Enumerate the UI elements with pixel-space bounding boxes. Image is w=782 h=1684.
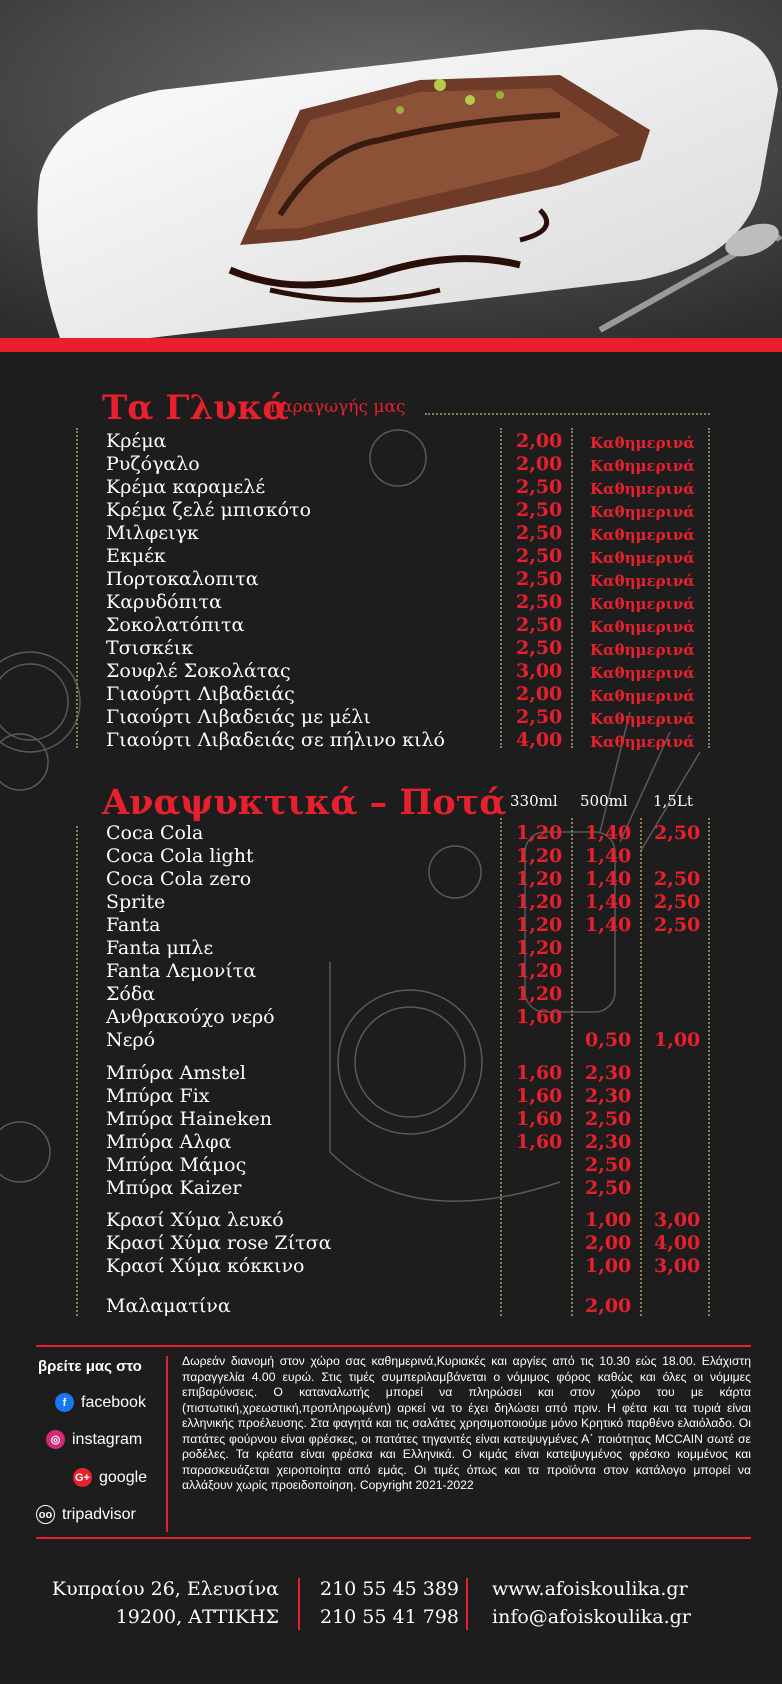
item-name: Ρυζόγαλο bbox=[106, 453, 200, 475]
item-availability: Καθημερινά bbox=[590, 664, 695, 682]
sweet-row bbox=[106, 522, 726, 545]
item-name: Τσισκέικ bbox=[106, 637, 194, 659]
item-availability: Καθημερινά bbox=[590, 549, 695, 567]
dotted-rule bbox=[425, 413, 710, 415]
price-330ml: 1,60 bbox=[516, 1131, 563, 1153]
item-name: Fanta μπλε bbox=[106, 937, 214, 959]
column-header-330ml: 330ml bbox=[510, 792, 558, 810]
price-330ml: 1,60 bbox=[516, 1108, 563, 1130]
price-330ml: 1,20 bbox=[516, 868, 563, 890]
drink-row bbox=[106, 1295, 726, 1318]
sweet-row bbox=[106, 637, 726, 660]
price-500ml: 1,40 bbox=[585, 845, 632, 867]
tripadvisor-label: tripadvisor bbox=[62, 1505, 136, 1523]
sweet-row bbox=[106, 683, 726, 706]
drink-row bbox=[106, 1154, 726, 1177]
terms-notes: Δωρεάν διανομή στον χώρο σας καθημερινά,Κυριακές και αργίες από τις 10.30 εώς 18.00. Ελάχιστη παραγγελία 4.00 ευρώ. Στις τιμές συμπεριλαμβάνεται ο νόμιμος φόρος καθώς και όλες οι νόμιμες επιβαρύνσεις. Ο καταναλωτής μπορεί να πληρώσει και στον χώρο του με κάρτα (πιστωτική,χρεωστική,προπληρωμένη) αρκεί να το έχει δηλώσει από πριν. Η φέτα και τα τυριά είναι ελληνικής προέλευσης. Στα φαγητά και τις σαλάτες χρησιμοποιούμε μόνο Κρητικό παρθένο ελαιόλαδο. Οι πατάτες φούρνου είναι φρέσκες, οι πατάτες τηγανιτές είναι κατεψυγμένες Α΄ ποιότητας MCCAIN σωτέ σε ροδέλες. Τα κρέατα είναι φρέσκα και Ελληνικά. Ο κιμάς είναι κατεψυγμένος φρέσκο κομμένος και παρασκευάζεται χειροποίητα από εμάς. Οι τιμές όπως και τα προϊόντα στον κατάλογο μπορεί να αλλάξουν χωρίς προειδοποίηση. Copyright 2021-2022 bbox=[182, 1354, 751, 1492]
item-name: Καρυδόπιτα bbox=[106, 591, 222, 613]
price-500ml: 2,00 bbox=[585, 1232, 632, 1254]
price-1-5lt: 2,50 bbox=[654, 822, 701, 844]
item-name: Σόδα bbox=[106, 983, 156, 1005]
drink-row bbox=[106, 1062, 726, 1085]
item-name: Σοκολατόπιτα bbox=[106, 614, 245, 636]
item-price: 2,50 bbox=[516, 706, 563, 728]
price-500ml: 2,30 bbox=[585, 1062, 632, 1084]
drink-row bbox=[106, 1006, 726, 1029]
sweet-row bbox=[106, 499, 726, 522]
item-name: Coca Cola bbox=[106, 822, 204, 844]
item-availability: Καθημερινά bbox=[590, 503, 695, 521]
price-330ml: 1,20 bbox=[516, 845, 563, 867]
item-name: Coca Cola zero bbox=[106, 868, 252, 890]
item-name: Εκμέκ bbox=[106, 545, 166, 567]
facebook-icon: f bbox=[55, 1393, 74, 1412]
item-name: Σουφλέ Σοκολάτας bbox=[106, 660, 291, 682]
item-price: 2,50 bbox=[516, 476, 563, 498]
price-330ml: 1,20 bbox=[516, 914, 563, 936]
tripadvisor-icon: oo bbox=[36, 1505, 55, 1524]
website-link[interactable]: www.afoiskoulika.gr bbox=[492, 1578, 688, 1600]
item-availability: Καθημερινά bbox=[590, 687, 695, 705]
price-1-5lt: 4,00 bbox=[654, 1232, 701, 1254]
sweet-row bbox=[106, 614, 726, 637]
sweet-row bbox=[106, 660, 726, 683]
price-1-5lt: 1,00 bbox=[654, 1029, 701, 1051]
red-vertical-separator bbox=[466, 1578, 468, 1630]
column-header-1-5lt: 1,5Lt bbox=[653, 792, 693, 810]
price-500ml: 1,40 bbox=[585, 868, 632, 890]
drink-row bbox=[106, 937, 726, 960]
price-500ml: 1,40 bbox=[585, 822, 632, 844]
item-name: Κρασί Χύμα κόκκινο bbox=[106, 1255, 305, 1277]
item-price: 2,50 bbox=[516, 545, 563, 567]
sweet-row bbox=[106, 729, 726, 752]
item-price: 4,00 bbox=[516, 729, 563, 751]
price-330ml: 1,20 bbox=[516, 960, 563, 982]
google-icon: G+ bbox=[73, 1468, 92, 1487]
drink-row bbox=[106, 1131, 726, 1154]
price-500ml: 2,50 bbox=[585, 1177, 632, 1199]
instagram-icon: ◎ bbox=[46, 1430, 65, 1449]
item-name: Fanta Λεμονίτα bbox=[106, 960, 257, 982]
facebook-label: facebook bbox=[81, 1393, 146, 1411]
price-330ml: 1,20 bbox=[516, 937, 563, 959]
google-label: google bbox=[99, 1468, 148, 1486]
price-500ml: 2,50 bbox=[585, 1108, 632, 1130]
item-name: Coca Cola light bbox=[106, 845, 254, 867]
item-name: Πορτοκαλοπιτα bbox=[106, 568, 259, 590]
drink-row bbox=[106, 868, 726, 891]
item-availability: Καθημερινά bbox=[590, 434, 695, 452]
drink-row bbox=[106, 1085, 726, 1108]
drinks-title: Αναψυκτικά – Ποτά bbox=[102, 782, 507, 823]
sweet-row bbox=[106, 453, 726, 476]
price-500ml: 2,30 bbox=[585, 1085, 632, 1107]
drink-row bbox=[106, 1177, 726, 1200]
dotted-rule bbox=[76, 428, 78, 748]
sweets-subtitle: παραγωγής μας bbox=[270, 397, 406, 417]
item-name: Κρέμα καραμελέ bbox=[106, 476, 266, 498]
item-name: Κρασί Χύμα rose Ζίτσα bbox=[106, 1232, 332, 1254]
price-1-5lt: 2,50 bbox=[654, 868, 701, 890]
item-price: 2,50 bbox=[516, 568, 563, 590]
item-availability: Καθημερινά bbox=[590, 457, 695, 475]
phone-2[interactable]: 210 55 41 798 bbox=[320, 1606, 460, 1628]
price-500ml: 0,50 bbox=[585, 1029, 632, 1051]
dotted-rule bbox=[76, 826, 78, 1316]
price-500ml: 2,00 bbox=[585, 1295, 632, 1317]
item-price: 2,00 bbox=[516, 430, 563, 452]
price-1-5lt: 3,00 bbox=[654, 1255, 701, 1277]
item-availability: Καθημερινά bbox=[590, 526, 695, 544]
item-name: Μπύρα Μάμος bbox=[106, 1154, 247, 1176]
item-price: 2,00 bbox=[516, 683, 563, 705]
item-availability: Καθημερινά bbox=[590, 641, 695, 659]
item-name: Fanta bbox=[106, 914, 161, 936]
tripadvisor-link[interactable] bbox=[36, 1505, 136, 1524]
price-330ml: 1,60 bbox=[516, 1085, 563, 1107]
red-divider-bar bbox=[0, 338, 782, 352]
red-vertical-separator bbox=[298, 1578, 300, 1630]
sweet-row bbox=[106, 476, 726, 499]
item-price: 2,50 bbox=[516, 499, 563, 521]
drink-row bbox=[106, 1209, 726, 1232]
item-name: Γιαούρτι Λιβαδειάς bbox=[106, 683, 295, 705]
email-link[interactable]: info@afoiskoulika.gr bbox=[492, 1606, 691, 1628]
price-330ml: 1,20 bbox=[516, 822, 563, 844]
drink-row bbox=[106, 1108, 726, 1131]
item-name: Γιαούρτι Λιβαδειάς σε πήλινο κιλό bbox=[106, 729, 445, 751]
item-price: 3,00 bbox=[516, 660, 563, 682]
item-availability: Καθημερινά bbox=[590, 710, 695, 728]
sweet-row bbox=[106, 568, 726, 591]
instagram-label: instagram bbox=[72, 1430, 143, 1448]
drink-row bbox=[106, 1029, 726, 1052]
find-us-title: βρείτε μας στο bbox=[38, 1358, 142, 1375]
column-header-500ml: 500ml bbox=[580, 792, 628, 810]
red-vertical-separator bbox=[166, 1356, 168, 1532]
price-500ml: 1,00 bbox=[585, 1255, 632, 1277]
instagram-link[interactable] bbox=[46, 1430, 142, 1449]
hero-dessert-photo bbox=[0, 0, 782, 338]
price-500ml: 2,30 bbox=[585, 1131, 632, 1153]
item-price: 2,50 bbox=[516, 522, 563, 544]
drink-row bbox=[106, 983, 726, 1006]
sweet-row bbox=[106, 545, 726, 568]
price-1-5lt: 3,00 bbox=[654, 1209, 701, 1231]
item-name: Μπύρα Haineken bbox=[106, 1108, 272, 1130]
item-name: Νερό bbox=[106, 1029, 156, 1051]
item-availability: Καθημερινά bbox=[590, 595, 695, 613]
red-separator-line bbox=[36, 1537, 751, 1539]
address-line-1: Κυπραίου 26, Ελευσίνα bbox=[51, 1578, 279, 1600]
address-line-2: 19200, ΑΤΤΙΚΗΣ bbox=[115, 1606, 279, 1628]
price-500ml: 1,00 bbox=[585, 1209, 632, 1231]
sweet-row bbox=[106, 706, 726, 729]
item-price: 2,50 bbox=[516, 614, 563, 636]
price-500ml: 1,40 bbox=[585, 914, 632, 936]
price-1-5lt: 2,50 bbox=[654, 914, 701, 936]
item-price: 2,50 bbox=[516, 637, 563, 659]
drink-row bbox=[106, 822, 726, 845]
item-name: Κρέμα ζελέ μπισκότο bbox=[106, 499, 312, 521]
item-name: Κρέμα bbox=[106, 430, 167, 452]
price-330ml: 1,60 bbox=[516, 1062, 563, 1084]
item-price: 2,50 bbox=[516, 591, 563, 613]
item-availability: Καθημερινά bbox=[590, 480, 695, 498]
item-name: Μαλαματίνα bbox=[106, 1295, 231, 1317]
item-availability: Καθημερινά bbox=[590, 618, 695, 636]
item-name: Μπύρα Αλφα bbox=[106, 1131, 232, 1153]
item-name: Μπύρα Fix bbox=[106, 1085, 210, 1107]
item-name: Μπύρα Kaizer bbox=[106, 1177, 242, 1199]
item-name: Γιαούρτι Λιβαδειάς με μέλι bbox=[106, 706, 371, 728]
phone-1[interactable]: 210 55 45 389 bbox=[320, 1578, 460, 1600]
facebook-link[interactable] bbox=[55, 1393, 146, 1412]
item-name: Κρασί Χύμα λευκό bbox=[106, 1209, 284, 1231]
price-1-5lt: 2,50 bbox=[654, 891, 701, 913]
sweet-row bbox=[106, 430, 726, 453]
drink-row bbox=[106, 960, 726, 983]
drink-row bbox=[106, 914, 726, 937]
item-name: Μπύρα Amstel bbox=[106, 1062, 246, 1084]
red-separator-line bbox=[36, 1345, 751, 1347]
google-link[interactable] bbox=[73, 1468, 147, 1487]
item-name: Ανθρακούχο νερό bbox=[106, 1006, 275, 1028]
drink-row bbox=[106, 1232, 726, 1255]
drink-row bbox=[106, 891, 726, 914]
drink-row bbox=[106, 845, 726, 868]
price-330ml: 1,20 bbox=[516, 983, 563, 1005]
sweets-title: Τα Γλυκά bbox=[102, 388, 289, 428]
item-name: Sprite bbox=[106, 891, 166, 913]
sweet-row bbox=[106, 591, 726, 614]
item-availability: Καθημερινά bbox=[590, 572, 695, 590]
item-price: 2,00 bbox=[516, 453, 563, 475]
price-330ml: 1,20 bbox=[516, 891, 563, 913]
item-availability: Καθημερινά bbox=[590, 733, 695, 751]
price-330ml: 1,60 bbox=[516, 1006, 563, 1028]
price-500ml: 2,50 bbox=[585, 1154, 632, 1176]
drink-row bbox=[106, 1255, 726, 1278]
item-name: Μιλφειγκ bbox=[106, 522, 199, 544]
price-500ml: 1,40 bbox=[585, 891, 632, 913]
